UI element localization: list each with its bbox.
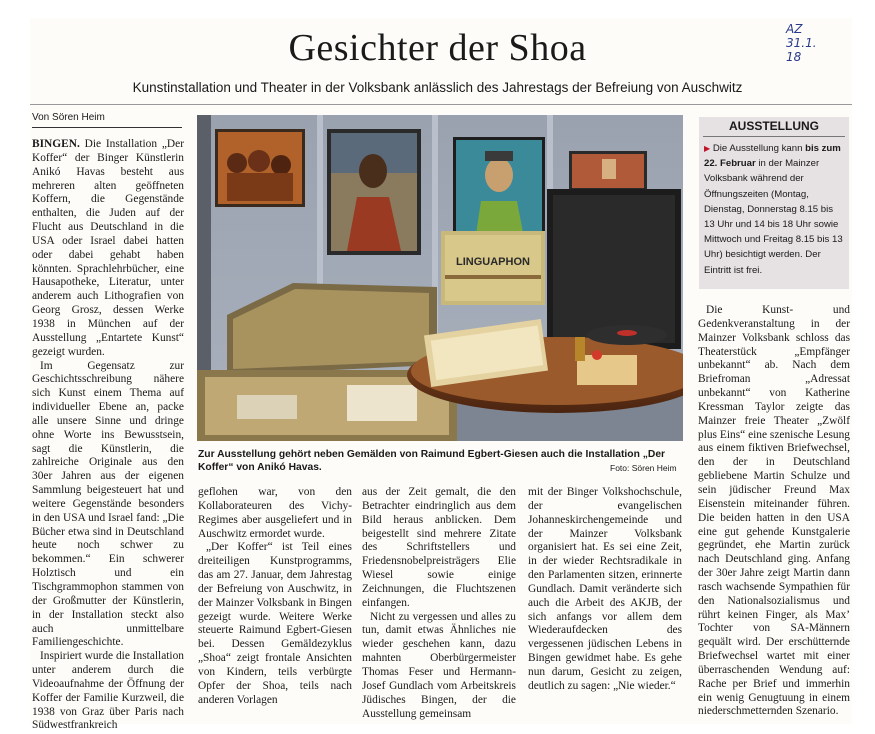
paragraph-6: aus der Zeit gemalt, die den Betrachter eindringlich aus dem Bild heraus anblicken. Dem beigestellt sind mehrere Zitate des Schriftstellers und Friedensnobelpreisträgers Elie Wiesel sowie einige Zeichnungen, die Fluchtszenen einfangen. <box>362 486 516 609</box>
paragraph-1-text: Die Installation „Der Koffer“ der Binger Künstlerin Anikó Havas besteht aus mehreren alten geöffneten Koffern, die Gegenstände enthalten, die Juden auf der Flucht aus Deutschland in die USA oder Israel dabei hatten oder dabei gehabt haben könnten. Sprachlehrbücher, eine Hausapotheke, Literatur, unter anderem auch Lithografien von Georg Grosz, dessen Werke 1938 in München auf der Ausstellung „Entartete Kunst“ gezeigt wurden. <box>32 138 184 358</box>
paragraph-4: geflohen war, von den Kollaborateuren des Vichy-Regimes aber ausgeliefert und in Auschwitz ermordet wurde. <box>198 486 352 540</box>
info-box-date: bis zum 22. Februar <box>704 143 841 170</box>
article-column-1 <box>32 138 184 733</box>
paragraph-3: Inspiriert wurde die Installation unter anderem durch die Videoaufnahme der Öffnung der Koffer der Familie Kurzweil, die 1938 von Graz über Paris nach Südwestfrankreich <box>32 650 184 732</box>
exhibition-photo-illustration <box>197 115 683 441</box>
info-box <box>699 117 849 289</box>
header-rule <box>30 104 852 105</box>
paragraph-7: Nicht zu vergessen und alles zu tun, damit etwas Ähnliches nie wieder geschehen kann, dazu mahnten Oberbürgermeister Thomas Feser und Hermann-Josef Gundlach vom Arbeitskreis Jüdisches Bingen, der die Ausstellung gemeinsam <box>362 610 516 720</box>
photo-credit: Foto: Sören Heim <box>610 463 677 473</box>
paragraph-8: mit der Binger Volkshochschule, der evangelischen Johanneskirchengemeinde und der Mainzer Volksbank organisiert hat. Es sei eine Zeit, in der wieder Rechtsradikale in den Parlamenten sitzen, erinnerte Gundlach. Damit veränderte sich auch die Arbeit des AKJB, der sich anfangs vor allem dem Wiederaufdecken des vergessenen jüdischen Lebens in Bingen gewidmet habe. Es gehe nun darum, Gesicht zu zeigen, deutlich zu sagen: „Nie wieder.“ <box>528 486 682 692</box>
note-line-3: 18 <box>786 50 802 64</box>
byline-rule <box>32 127 182 128</box>
headline: Gesichter der Shoa <box>288 27 587 69</box>
note-line-1: AZ <box>786 22 803 36</box>
info-box-text <box>704 141 846 278</box>
subheadline: Kunstinstallation und Theater in der Volksbank anlässlich des Jahrestags der Befreiung von Auschwitz <box>132 80 743 95</box>
info-box-text-start: Die Ausstellung kann <box>712 143 806 154</box>
painting-children-group <box>215 129 305 207</box>
info-box-title: AUSSTELLUNG <box>729 119 819 133</box>
painting-boy-portrait <box>327 129 421 255</box>
photo-caption: Zur Ausstellung gehört neben Gemälden von Raimund Egbert-Giesen auch die Installation „Der Koffer“ von Anikó Havas. <box>198 449 666 473</box>
paragraph-5: „Der Koffer“ ist Teil eines dreiteiligen Kunstprogramms, das am 27. Januar, dem Jahrestag der Befreiung von Auschwitz, in der Mainzer Volksbank in Bingen gezeigt wurde. Weitere Werke steuerte Raimund Egbert-Giesen bei. Dessen Gemäldezyklus „Shoa“ zeigt frontale Ansichten von Kindern, teils verbürgte Opfer der Shoa, teils nach anderen Vorlagen <box>198 541 352 706</box>
article-column-3 <box>362 486 516 721</box>
note-line-2: 31.1. <box>786 36 817 50</box>
info-box-text-end: in der Mainzer Volksbank während der Öffnungszeiten (Montag, Dienstag, Donnerstag 8.15 bis 13 Uhr und 14 bis 18 Uhr sowie Mittwoch und Freitag 8.15 bis 13 Uhr) besichtigt werden. Der Eintritt ist frei. <box>704 158 843 276</box>
article-column-2 <box>198 486 352 708</box>
paragraph-9: Die Kunst- und Gedenkveranstaltung in der Mainzer Volksbank schloss das Theaterstück „Empfänger unbekannt“ ab. Nach dem Briefroman „Adressat unbekannt“ von Katherine Kressman Taylor zeigte das Mainzer freie Theater „Zwölf plus Eins“ eine szenische Lesung aus einem fiktiven Briefwechsel, den der in Deutschland gebliebene Martin Schulze und sein jüdischer Freund Max Eisenstein miteinander führen. Die beiden hatten in den USA eine gut gehende Kunstgalerie gegründet, ehe Martin zurück nach Deutschland ging. Anfang der 30er Jahre zeigt Martin dann rasch wachsende Sympathien für den Nationalsozialismus und rührt keinen Finger, als Max’ Tochter von SA-Männern gequält wird. Der erschütternde Briefwechsel wartet mit einer überraschenden Wendung auf: Rache per Brief und immerhin ein wenig Genugtuung in einem niederschmetternden Szenario. <box>698 304 850 718</box>
byline: Von Sören Heim <box>32 112 105 123</box>
dateline: BINGEN. <box>32 138 80 150</box>
painting-small-right <box>569 151 647 191</box>
triangle-icon: ▶ <box>704 144 711 153</box>
paragraph-2: Im Gegensatz zur Geschichtsschreibung nähere sich Kunst einem Thema auf individueller Ebene an, packe alle unsere Sinne und dringe ohne Worte ins Bewusstsein, sagt die Künstlerin, die zahlreiche Originale aus den 30er Jahren aus der eigenen Sammlung beigesteuert hat und weitere Gegenstände besonders in den USA und Israel fand: „Die Bücher etwa sind in Deutschland heute noch schwer zu bekommen.“ Ein schwerer Holztisch und ein Tischgrammophon stammen von der Großmutter der Künstlerin, in der Installation steckt also auch unmittelbare Familiengeschichte. <box>32 359 184 649</box>
info-box-rule <box>703 136 845 137</box>
article-column-5 <box>698 304 850 719</box>
article-column-4 <box>528 486 682 694</box>
paragraph-1 <box>32 138 184 360</box>
linguaphon-label: LINGUAPHON <box>456 256 530 268</box>
exhibition-photo <box>197 115 683 441</box>
gramophone-box <box>441 231 545 305</box>
